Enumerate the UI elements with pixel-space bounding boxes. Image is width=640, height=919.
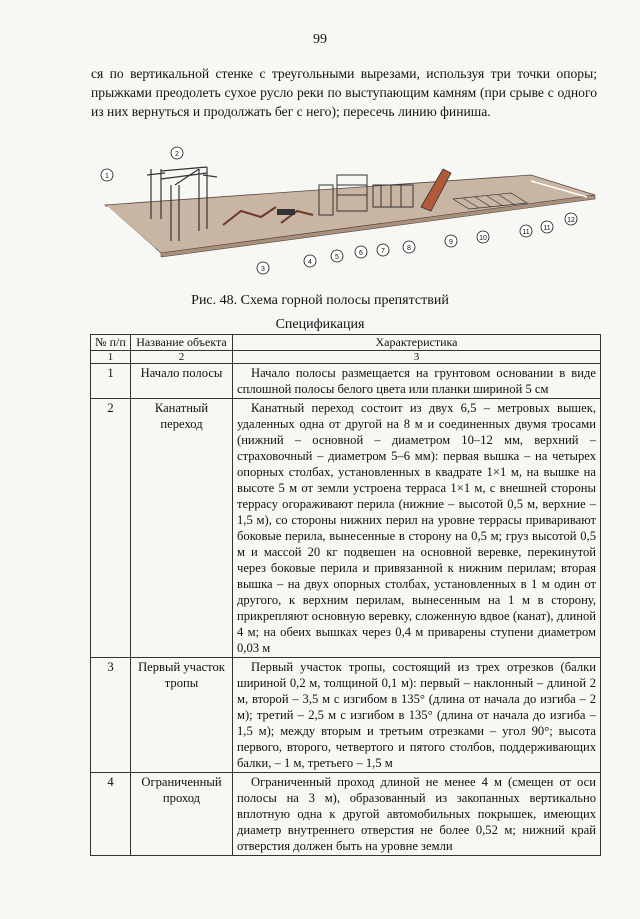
spec-title: Спецификация (275, 317, 365, 332)
index-cell: 2 (131, 351, 233, 364)
row-name: Первый участок тропы (131, 658, 233, 773)
marker-3: 3 (261, 266, 265, 273)
marker-11b: 11 (543, 225, 551, 232)
row-num: 3 (91, 658, 131, 773)
marker-5: 5 (335, 254, 339, 261)
row-desc: Начало полосы размещается на грунтовом основании в виде сплошной полосы белого цвета или планки шириной 5 см (233, 364, 601, 399)
row-name: Канатный переход (131, 399, 233, 658)
table-row (91, 773, 601, 856)
marker-6: 6 (359, 250, 363, 257)
index-cell: 3 (233, 351, 601, 364)
index-cell: 1 (91, 351, 131, 364)
marker-7: 7 (381, 248, 385, 255)
table-row (91, 658, 601, 773)
table-header-row (91, 335, 601, 351)
row-name: Ограниченный проход (131, 773, 233, 856)
row-desc: Ограниченный проход длиной не менее 4 м (смещен от оси полосы на 3 м), образованный из закопанных вертикально вплотную одна к другой автомобильных покрышек, имеющих диаметр внутреннего отверстия не более 0,52 м; нижний край отверстия должен быть на уровне земли (233, 773, 601, 856)
header-num: № п/п (91, 335, 131, 351)
marker-2: 2 (175, 151, 179, 158)
header-name: Название объекта (131, 335, 233, 351)
tire-passage (277, 209, 295, 215)
row-num: 2 (91, 399, 131, 658)
header-desc: Характеристика (233, 335, 601, 351)
marker-8: 8 (407, 245, 411, 252)
obstacle-course-figure (91, 145, 601, 285)
intro-paragraph: ся по вертикальной стенке с треугольными вырезами, используя три точки опоры; прыжками преодолеть сухое русло реки по выступающим камням (при срыве с одного из них вернуться и продолжать бег с него); пересечь линию финиша. (91, 66, 597, 120)
row-name: Начало полосы (131, 364, 233, 399)
table-index-row (91, 351, 601, 364)
marker-10: 10 (479, 235, 487, 242)
row-num: 1 (91, 364, 131, 399)
table-row (91, 399, 601, 658)
marker-4: 4 (308, 259, 312, 266)
figure-caption: Рис. 48. Схема горной полосы препятствий (191, 293, 449, 308)
row-desc: Канатный переход состоит из двух 6,5 – метровых вышек, удаленных одна от другой на 8 м и соединенных двумя тросами (нижний – основной – диаметром 10–12 мм, верхний – страховочный – диаметром 5–6 мм): первая вышка – на четырех опорных столбах, установленных в квадрате 1×1 м, на вышке на высоте 5 м от земли устроена терраса 1×1 м, с внешней стороны террасу огораживают перила (нижние – высотой 0,5 м, верхние – 1,5 м), со стороны нижних перил на уровне террасы приваривают боковые перила, вынесенные в сторону на 0,5 м; груз высотой 0,5 м и массой 20 кг подвешен на основной веревке, перекинутой через боковые перила и привязанной к нижним перилам; вторая вышка – на двух опорных столбах, установленных в 1 м один от другого, к верхним перилам, вынесенным на 1 м в сторону, прикрепляют основную веревку, сложенную вдвое (канат), длиной 4 м; на обеих вышках через 0,4 м приварены ступени диаметром 0,03 м (233, 399, 601, 658)
marker-1: 1 (105, 173, 109, 180)
marker-11a: 11 (522, 229, 530, 236)
row-num: 4 (91, 773, 131, 856)
marker-12: 12 (567, 217, 575, 224)
row-desc: Первый участок тропы, состоящий из трех отрезков (балки шириной 0,2 м, толщиной 0,1 м): первый – наклонный – длиной 2 м, второй – 3,5 м с изгибом в 135° (длина от начала до изгиба – 2 м); третий – 2,5 м с изгибом в 135° (длина от начала до изгиба – 1,5 м); между вторым и третьим отрезками – угол 90°; высота первого, второго, четвертого и пятого столбов, поддерживающих балки, – 1 м, третьего – 1,5 м (233, 658, 601, 773)
page-number: 99 (313, 32, 327, 47)
specification-table (90, 334, 601, 856)
marker-9: 9 (449, 239, 453, 246)
table-row (91, 364, 601, 399)
